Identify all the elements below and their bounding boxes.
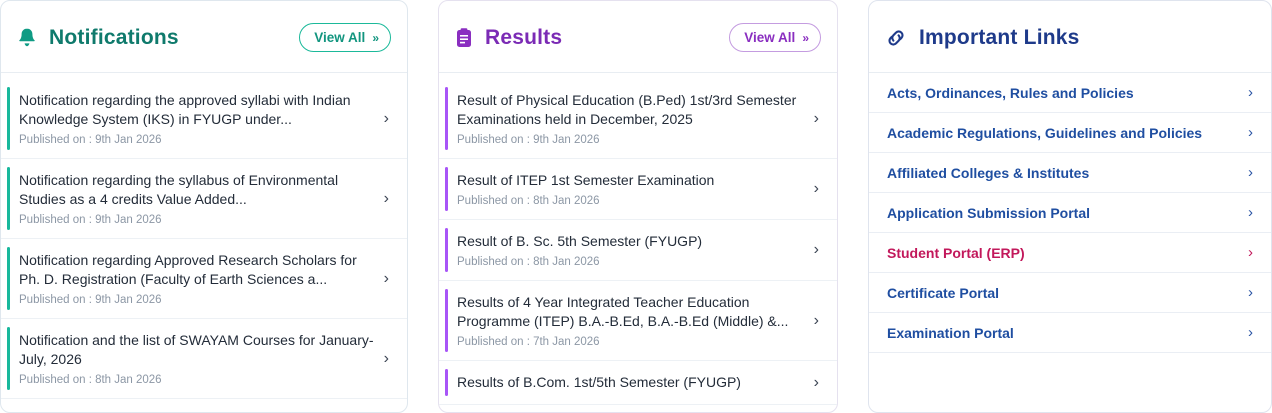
list-item[interactable] (1, 239, 407, 319)
chevron-right-icon: › (1248, 84, 1253, 101)
important-links-header (869, 1, 1271, 73)
list-item[interactable] (439, 220, 837, 281)
list-item[interactable] (439, 79, 837, 159)
result-text (457, 232, 702, 268)
chevron-right-icon[interactable]: › (383, 189, 389, 207)
link-label: Student Portal (ERP) (887, 244, 1025, 261)
link-item-examination-portal[interactable] (869, 313, 1271, 353)
result-date: Published on : 7th Jan 2026 (457, 336, 600, 348)
notification-text (19, 91, 374, 146)
notification-title: Notification regarding Approved Research Scholars for Ph. D. Registration (Faculty of Earth Sciences a... (19, 252, 357, 287)
link-label: Acts, Ordinances, Rules and Policies (887, 84, 1134, 101)
chevron-right-icon: › (1248, 284, 1253, 301)
notification-title: Notification and the list of SWAYAM Courses for January-July, 2026 (19, 332, 374, 367)
notification-date: Published on : 9th Jan 2026 (19, 294, 162, 306)
results-view-all-label: View All (744, 30, 796, 45)
notifications-header (1, 1, 407, 73)
chevron-right-icon[interactable]: › (813, 109, 819, 127)
notifications-title: Notifications (49, 25, 179, 49)
chevron-right-icon[interactable]: › (383, 349, 389, 367)
result-text (457, 91, 804, 146)
result-title: Result of Physical Education (B.Ped) 1st/3rd Semester Examinations held in December, 2025 (457, 92, 797, 127)
notification-title: Notification regarding the syllabus of Environmental Studies as a 4 credits Value Added... (19, 172, 339, 207)
notification-text (19, 251, 374, 306)
list-item[interactable] (439, 159, 837, 220)
link-label: Certificate Portal (887, 284, 1000, 301)
notification-date: Published on : 9th Jan 2026 (19, 134, 162, 146)
results-card (438, 0, 838, 413)
list-item[interactable] (1, 79, 407, 159)
double-chevron-right-icon: » (372, 30, 378, 45)
link-item-acts-ordinances[interactable] (869, 73, 1271, 113)
chevron-right-icon[interactable]: › (813, 311, 819, 329)
clipboard-icon (455, 27, 473, 49)
chevron-right-icon: › (1248, 324, 1253, 341)
link-item-academic-regulations[interactable] (869, 113, 1271, 153)
chevron-right-icon: › (1248, 124, 1253, 141)
notifications-header-left (17, 26, 179, 50)
results-title: Results (485, 25, 563, 49)
notification-text (19, 331, 374, 386)
result-text (457, 171, 714, 207)
chevron-right-icon[interactable]: › (383, 109, 389, 127)
results-list (439, 73, 837, 405)
link-label: Academic Regulations, Guidelines and Policies (887, 124, 1203, 141)
important-links-list (869, 73, 1271, 353)
result-text (457, 373, 741, 392)
link-item-application-submission-portal[interactable] (869, 193, 1271, 233)
chevron-right-icon[interactable]: › (813, 373, 819, 391)
double-chevron-right-icon: » (802, 30, 808, 45)
chevron-right-icon[interactable]: › (383, 269, 389, 287)
chevron-right-icon[interactable]: › (813, 180, 819, 197)
notifications-view-all-button[interactable] (299, 23, 391, 52)
chevron-right-icon: › (1248, 164, 1253, 181)
link-item-student-portal-erp[interactable] (869, 233, 1271, 273)
notification-text (19, 171, 374, 226)
result-date: Published on : 8th Jan 2026 (457, 195, 600, 207)
result-date: Published on : 9th Jan 2026 (457, 134, 600, 146)
result-text (457, 293, 804, 348)
bell-icon (17, 27, 37, 49)
link-icon (885, 27, 907, 49)
list-item[interactable] (1, 159, 407, 239)
result-title: Result of ITEP 1st Semester Examination (457, 172, 715, 188)
results-header (439, 1, 837, 73)
notification-date: Published on : 9th Jan 2026 (19, 214, 162, 226)
notification-date: Published on : 8th Jan 2026 (19, 374, 162, 386)
result-title: Results of B.Com. 1st/5th Semester (FYUGP) (457, 374, 741, 390)
chevron-right-icon[interactable]: › (813, 241, 819, 258)
notifications-card (0, 0, 408, 413)
result-title: Result of B. Sc. 5th Semester (FYUGP) (457, 233, 703, 249)
results-view-all-button[interactable] (729, 23, 821, 52)
list-item[interactable] (439, 361, 837, 405)
chevron-right-icon: › (1248, 244, 1253, 261)
important-links-title: Important Links (919, 25, 1080, 49)
result-title: Results of 4 Year Integrated Teacher Education Programme (ITEP) B.A.-B.Ed, B.A.-B.Ed (Middle) &... (457, 294, 789, 329)
link-label: Affiliated Colleges & Institutes (887, 164, 1090, 181)
notifications-list (1, 73, 407, 399)
important-links-header-left (885, 26, 1080, 50)
notification-title: Notification regarding the approved syllabi with Indian Knowledge System (IKS) in FYUGP under... (19, 92, 351, 127)
list-item[interactable] (1, 319, 407, 399)
result-date: Published on : 8th Jan 2026 (457, 256, 600, 268)
chevron-right-icon: › (1248, 204, 1253, 221)
results-header-left (455, 26, 562, 50)
link-label: Examination Portal (887, 324, 1014, 341)
link-item-certificate-portal[interactable] (869, 273, 1271, 313)
link-item-affiliated-colleges[interactable] (869, 153, 1271, 193)
link-label: Application Submission Portal (887, 204, 1091, 221)
notifications-view-all-label: View All (314, 30, 366, 45)
list-item[interactable] (439, 281, 837, 361)
important-links-card (868, 0, 1272, 413)
